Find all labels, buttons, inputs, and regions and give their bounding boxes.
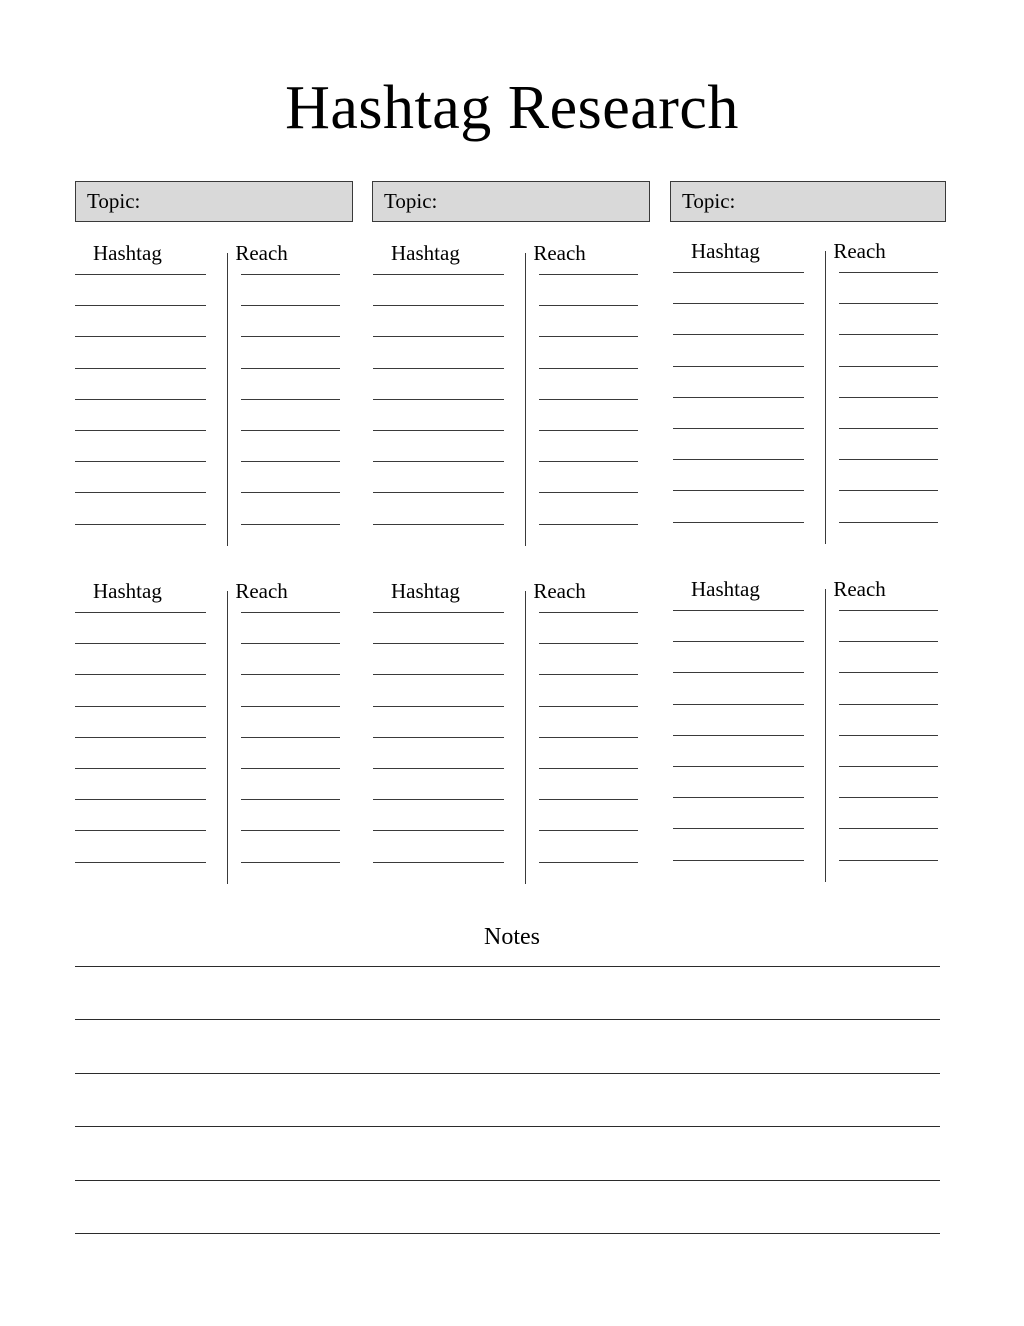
- column-header-hashtag: Hashtag: [391, 579, 460, 603]
- table-row-line-hashtag[interactable]: [75, 706, 206, 707]
- column-header-reach: Reach: [235, 579, 288, 603]
- table-row-line-hashtag[interactable]: [75, 768, 206, 769]
- table-row-line-reach[interactable]: [241, 399, 340, 400]
- hashtag-table-1-header: [75, 240, 340, 274]
- table-row-line-reach[interactable]: [839, 641, 938, 642]
- column-header-hashtag: Hashtag: [691, 239, 760, 263]
- table-row-line-hashtag[interactable]: [673, 797, 804, 798]
- table-row-line-hashtag[interactable]: [373, 336, 504, 337]
- table-row-line-reach[interactable]: [839, 797, 938, 798]
- table-row-line-hashtag[interactable]: [75, 799, 206, 800]
- table-row-line-reach[interactable]: [839, 704, 938, 705]
- table-row-line-reach[interactable]: [241, 368, 340, 369]
- table-row-line-reach[interactable]: [241, 492, 340, 493]
- hashtag-table-5-header: [373, 578, 638, 612]
- table-row-line-reach[interactable]: [241, 768, 340, 769]
- table-row-line-hashtag[interactable]: [673, 428, 804, 429]
- table-row-line-reach[interactable]: [839, 610, 938, 611]
- column-header-reach: Reach: [833, 577, 886, 601]
- hashtag-table-5[interactable]: [373, 578, 638, 878]
- table-row-line-reach[interactable]: [539, 612, 638, 613]
- hashtag-table-2-header: [373, 240, 638, 274]
- table-row-line-reach[interactable]: [241, 799, 340, 800]
- table-row-line-reach[interactable]: [539, 492, 638, 493]
- table-row-line-hashtag[interactable]: [373, 274, 504, 275]
- table-row-line-hashtag[interactable]: [373, 737, 504, 738]
- table-row-line-reach[interactable]: [539, 461, 638, 462]
- table-row-line-reach[interactable]: [241, 862, 340, 863]
- table-row-line-hashtag[interactable]: [75, 305, 206, 306]
- table-row-line-hashtag[interactable]: [673, 735, 804, 736]
- table-row-line-reach[interactable]: [839, 735, 938, 736]
- table-row-line-reach[interactable]: [539, 737, 638, 738]
- table-row-line-reach[interactable]: [539, 799, 638, 800]
- table-row-line-hashtag[interactable]: [673, 459, 804, 460]
- table-row-line-reach[interactable]: [241, 274, 340, 275]
- table-row-line-reach[interactable]: [539, 368, 638, 369]
- table-row-line-hashtag[interactable]: [673, 397, 804, 398]
- hashtag-table-2[interactable]: [373, 240, 638, 540]
- notes-line[interactable]: [75, 1019, 940, 1020]
- hashtag-table-6[interactable]: [673, 576, 938, 876]
- table-row-line-hashtag[interactable]: [373, 492, 504, 493]
- table-row-line-reach[interactable]: [241, 706, 340, 707]
- hashtag-table-3-header: [673, 238, 938, 272]
- table-row-line-hashtag[interactable]: [673, 672, 804, 673]
- table-row-line-hashtag[interactable]: [373, 399, 504, 400]
- table-row-line-hashtag[interactable]: [75, 492, 206, 493]
- table-row-line-reach[interactable]: [539, 524, 638, 525]
- column-header-hashtag: Hashtag: [93, 241, 162, 265]
- column-header-hashtag: Hashtag: [691, 577, 760, 601]
- column-divider: [825, 251, 826, 544]
- table-row-line-hashtag[interactable]: [75, 368, 206, 369]
- column-header-reach: Reach: [533, 241, 586, 265]
- notes-line[interactable]: [75, 1180, 940, 1181]
- notes-line[interactable]: [75, 1233, 940, 1234]
- column-divider: [525, 253, 526, 546]
- topic-label-1: Topic:: [87, 188, 141, 213]
- table-row-line-hashtag[interactable]: [373, 305, 504, 306]
- table-row-line-hashtag[interactable]: [75, 737, 206, 738]
- table-row-line-reach[interactable]: [539, 399, 638, 400]
- topic-box-2[interactable]: [372, 181, 650, 222]
- table-row-line-hashtag[interactable]: [75, 399, 206, 400]
- table-row-line-hashtag[interactable]: [373, 430, 504, 431]
- table-row-line-hashtag[interactable]: [673, 766, 804, 767]
- table-row-line-reach[interactable]: [839, 397, 938, 398]
- table-row-line-reach[interactable]: [839, 272, 938, 273]
- table-row-line-hashtag[interactable]: [373, 674, 504, 675]
- column-header-reach: Reach: [235, 241, 288, 265]
- table-row-line-reach[interactable]: [539, 274, 638, 275]
- table-row-line-hashtag[interactable]: [373, 768, 504, 769]
- table-row-line-hashtag[interactable]: [75, 612, 206, 613]
- hashtag-table-4-header: [75, 578, 340, 612]
- topic-box-3[interactable]: [670, 181, 946, 222]
- table-row-line-hashtag[interactable]: [373, 643, 504, 644]
- table-row-line-hashtag[interactable]: [673, 704, 804, 705]
- table-row-line-reach[interactable]: [839, 459, 938, 460]
- table-row-line-reach[interactable]: [241, 830, 340, 831]
- table-row-line-reach[interactable]: [539, 830, 638, 831]
- table-row-line-reach[interactable]: [241, 524, 340, 525]
- column-header-reach: Reach: [533, 579, 586, 603]
- notes-line[interactable]: [75, 1126, 940, 1127]
- table-row-line-reach[interactable]: [539, 643, 638, 644]
- column-header-hashtag: Hashtag: [93, 579, 162, 603]
- table-row-line-hashtag[interactable]: [673, 610, 804, 611]
- table-row-line-reach[interactable]: [839, 334, 938, 335]
- table-row-line-hashtag[interactable]: [373, 524, 504, 525]
- table-row-line-reach[interactable]: [539, 430, 638, 431]
- column-header-reach: Reach: [833, 239, 886, 263]
- table-row-line-hashtag[interactable]: [373, 612, 504, 613]
- table-row-line-reach[interactable]: [839, 522, 938, 523]
- table-row-line-reach[interactable]: [539, 862, 638, 863]
- topic-box-1[interactable]: [75, 181, 353, 222]
- table-row-line-reach[interactable]: [839, 490, 938, 491]
- table-row-line-reach[interactable]: [539, 706, 638, 707]
- table-row-line-hashtag[interactable]: [673, 860, 804, 861]
- page-title: Hashtag Research: [285, 74, 739, 142]
- table-row-line-reach[interactable]: [839, 303, 938, 304]
- table-row-line-hashtag[interactable]: [673, 303, 804, 304]
- column-divider: [525, 591, 526, 884]
- table-row-line-reach[interactable]: [839, 672, 938, 673]
- hashtag-table-1[interactable]: [75, 240, 340, 540]
- table-row-line-reach[interactable]: [241, 336, 340, 337]
- table-row-line-hashtag[interactable]: [673, 334, 804, 335]
- table-row-line-reach[interactable]: [839, 860, 938, 861]
- table-row-line-hashtag[interactable]: [373, 830, 504, 831]
- table-row-line-hashtag[interactable]: [373, 862, 504, 863]
- table-row-line-reach[interactable]: [839, 828, 938, 829]
- table-row-line-reach[interactable]: [539, 336, 638, 337]
- table-row-line-reach[interactable]: [839, 366, 938, 367]
- table-row-line-reach[interactable]: [539, 305, 638, 306]
- table-row-line-hashtag[interactable]: [75, 430, 206, 431]
- table-row-line-reach[interactable]: [539, 768, 638, 769]
- table-row-line-hashtag[interactable]: [373, 461, 504, 462]
- table-row-line-hashtag[interactable]: [75, 862, 206, 863]
- table-row-line-hashtag[interactable]: [673, 366, 804, 367]
- table-row-line-hashtag[interactable]: [673, 490, 804, 491]
- table-row-line-hashtag[interactable]: [75, 461, 206, 462]
- table-row-line-hashtag[interactable]: [75, 274, 206, 275]
- table-row-line-hashtag[interactable]: [373, 706, 504, 707]
- table-row-line-hashtag[interactable]: [75, 674, 206, 675]
- table-row-line-reach[interactable]: [539, 674, 638, 675]
- table-row-line-hashtag[interactable]: [75, 830, 206, 831]
- column-divider: [825, 589, 826, 882]
- table-row-line-hashtag[interactable]: [673, 828, 804, 829]
- table-row-line-hashtag[interactable]: [75, 524, 206, 525]
- notes-line[interactable]: [75, 1073, 940, 1074]
- table-row-line-hashtag[interactable]: [373, 368, 504, 369]
- table-row-line-reach[interactable]: [241, 612, 340, 613]
- table-row-line-hashtag[interactable]: [673, 272, 804, 273]
- topic-label-3: Topic:: [682, 188, 736, 213]
- table-row-line-reach[interactable]: [241, 430, 340, 431]
- hashtag-table-6-header: [673, 576, 938, 610]
- table-row-line-reach[interactable]: [839, 428, 938, 429]
- column-header-hashtag: Hashtag: [391, 241, 460, 265]
- notes-line[interactable]: [75, 966, 940, 967]
- column-divider: [227, 591, 228, 884]
- column-divider: [227, 253, 228, 546]
- table-row-line-hashtag[interactable]: [673, 522, 804, 523]
- table-row-line-hashtag[interactable]: [75, 336, 206, 337]
- table-row-line-reach[interactable]: [839, 766, 938, 767]
- table-row-line-hashtag[interactable]: [373, 799, 504, 800]
- table-row-line-reach[interactable]: [241, 305, 340, 306]
- table-row-line-reach[interactable]: [241, 643, 340, 644]
- table-row-line-reach[interactable]: [241, 461, 340, 462]
- table-row-line-reach[interactable]: [241, 737, 340, 738]
- table-row-line-hashtag[interactable]: [75, 643, 206, 644]
- notes-title: Notes: [484, 924, 540, 950]
- topic-label-2: Topic:: [384, 188, 438, 213]
- hashtag-table-4[interactable]: [75, 578, 340, 878]
- table-row-line-reach[interactable]: [241, 674, 340, 675]
- table-row-line-hashtag[interactable]: [673, 641, 804, 642]
- hashtag-table-3[interactable]: [673, 238, 938, 538]
